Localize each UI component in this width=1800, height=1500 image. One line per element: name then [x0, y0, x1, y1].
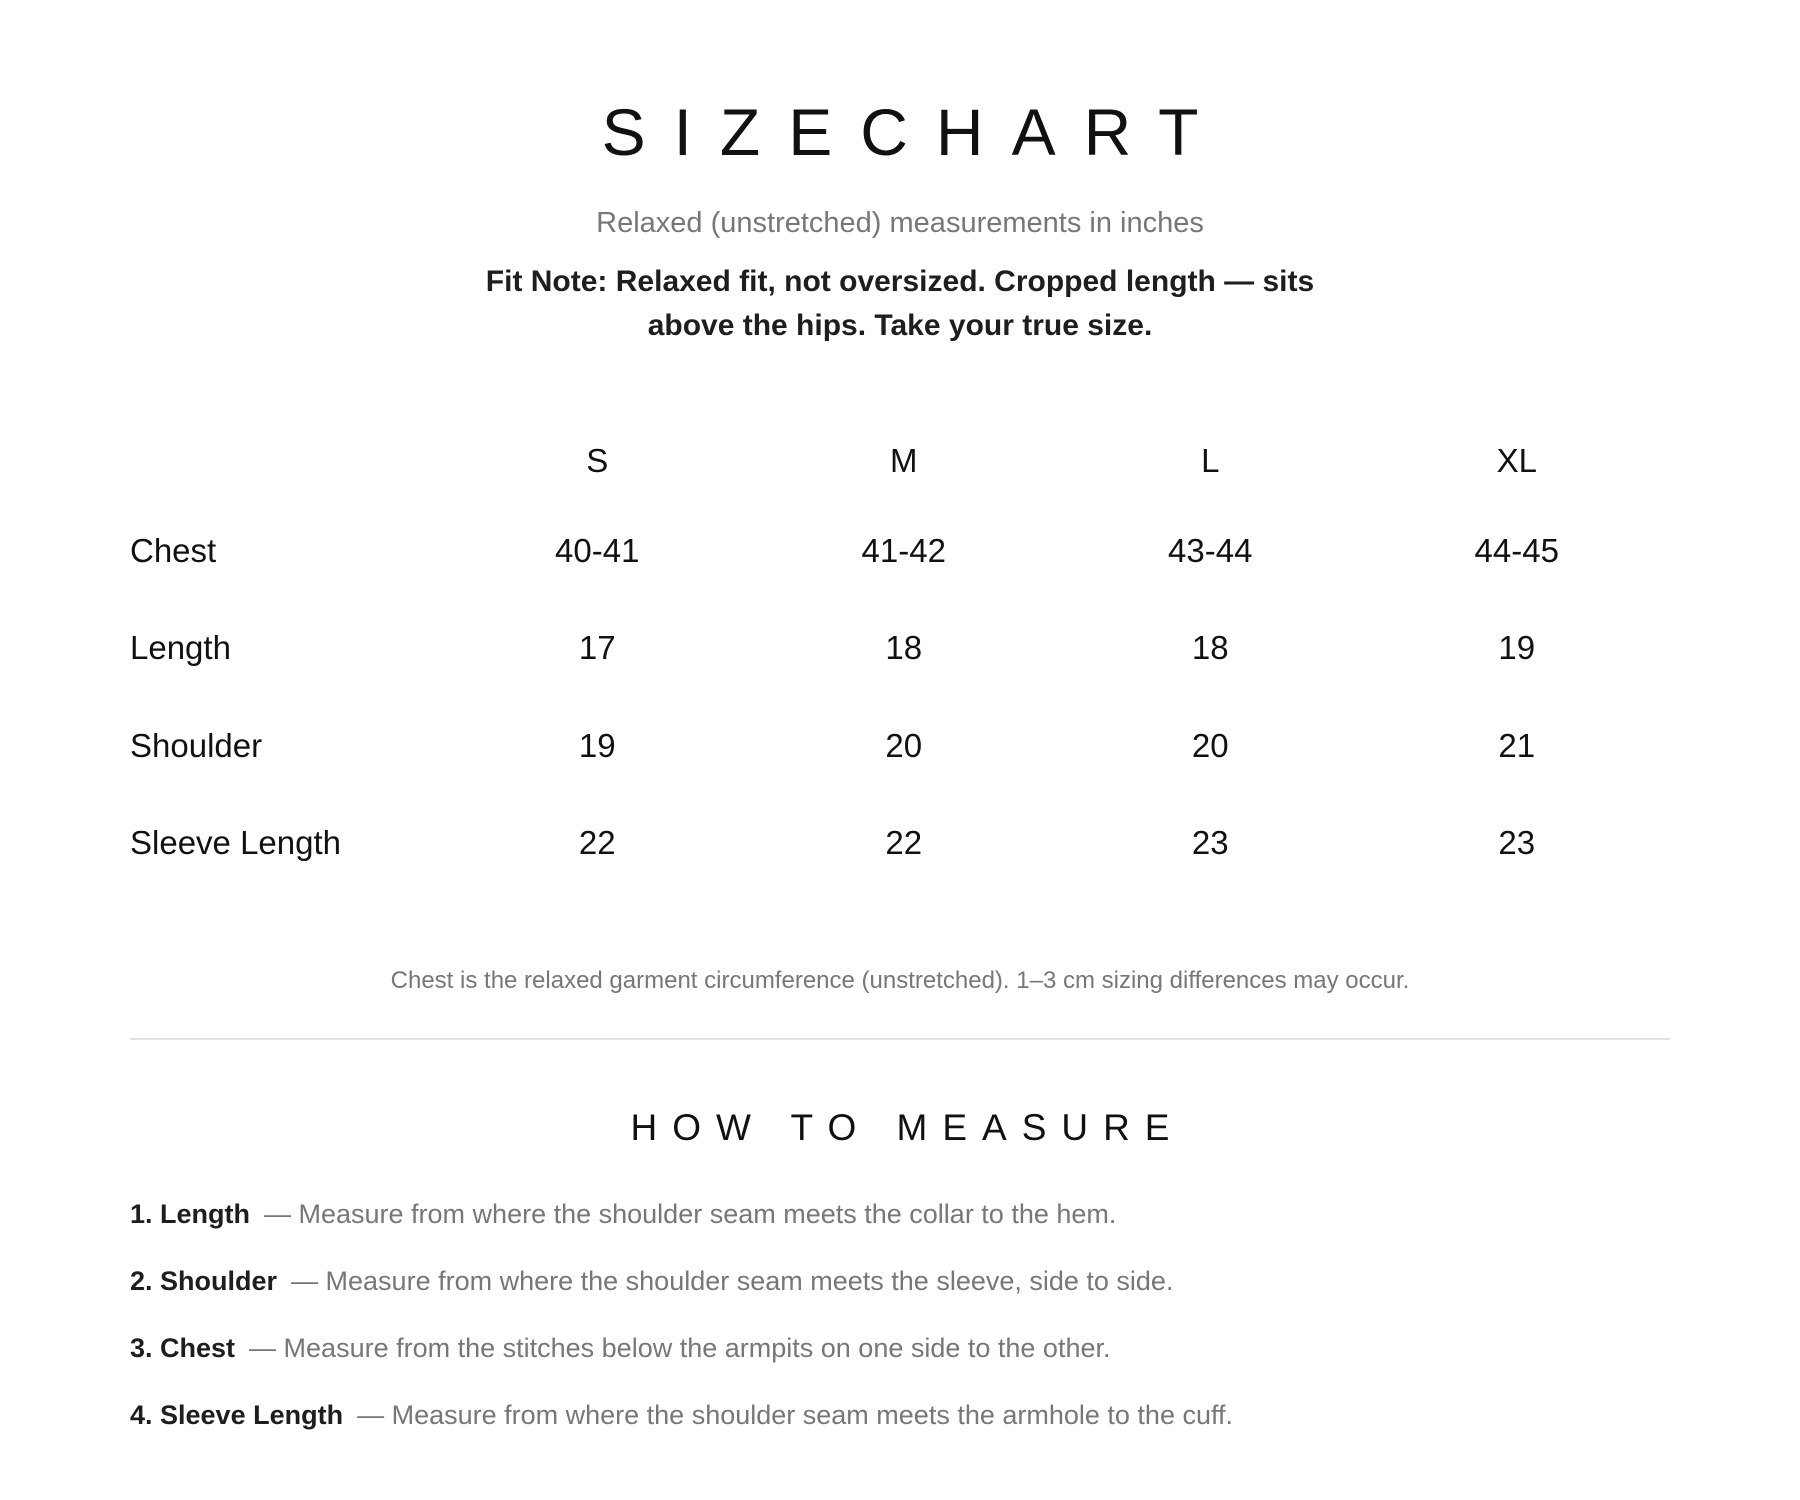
table-cell: 23 [1498, 824, 1536, 862]
table-cell: 40-41 [555, 531, 640, 569]
step-name: 1. Length [130, 1199, 250, 1229]
table-cell: 21 [1498, 726, 1536, 764]
step-description: — Measure from where the shoulder seam meets the armhole to the cuff. [357, 1400, 1233, 1430]
corner-cell [130, 420, 444, 502]
page-title: SIZECHART [601, 95, 1227, 169]
table-cell: 18 [885, 629, 923, 667]
list-item [130, 1330, 1670, 1397]
table-cell: 41-42 [861, 531, 946, 569]
step-description: — Measure from where the shoulder seam meets the sleeve, side to side. [291, 1266, 1174, 1296]
table-cell: 43-44 [1168, 531, 1253, 569]
table-cell: 23 [1191, 824, 1229, 862]
table-cell: 22 [578, 824, 616, 862]
table-row-length [130, 600, 1670, 698]
size-header-l: L [1201, 442, 1220, 479]
measure-steps-list [130, 1196, 1670, 1464]
size-header-row [130, 420, 1670, 502]
table-row-sleeve-length [130, 795, 1670, 893]
table-cell: 20 [1191, 726, 1229, 764]
row-label-chest: Chest [130, 531, 217, 569]
row-label-shoulder: Shoulder [130, 726, 263, 764]
page-subtitle: Relaxed (unstretched) measurements in inches [596, 207, 1204, 239]
row-label-length: Length [130, 629, 231, 667]
size-table [130, 420, 1670, 892]
list-item [130, 1397, 1670, 1464]
table-cell: 17 [578, 629, 616, 667]
step-description: — Measure from where the shoulder seam meets the collar to the hem. [264, 1199, 1117, 1229]
step-description: — Measure from the stitches below the armpits on one side to the other. [249, 1333, 1111, 1363]
table-row-chest [130, 502, 1670, 600]
list-item [130, 1263, 1670, 1330]
step-name: 2. Shoulder [130, 1266, 278, 1296]
size-header-m: M [890, 442, 918, 479]
step-name: 3. Chest [130, 1333, 236, 1363]
size-table-body [130, 502, 1670, 892]
table-cell: 44-45 [1474, 531, 1559, 569]
how-to-measure-title: HOW TO MEASURE [630, 1107, 1185, 1148]
footnote: Chest is the relaxed garment circumference (unstretched). 1–3 cm sizing differences may occur. [390, 967, 1410, 994]
fit-note: Fit Note: Relaxed fit, not oversized. Cropped length — sits above the hips. Take your true size. [485, 265, 1315, 342]
size-table-header [130, 420, 1670, 502]
section-divider [130, 1038, 1670, 1040]
table-cell: 22 [885, 824, 923, 862]
size-header-s: S [586, 442, 609, 479]
table-row-shoulder [130, 697, 1670, 795]
table-cell: 18 [1191, 629, 1229, 667]
table-cell: 19 [1498, 629, 1536, 667]
row-label-sleeve-length: Sleeve Length [130, 824, 342, 862]
table-cell: 19 [578, 726, 616, 764]
step-name: 4. Sleeve Length [130, 1400, 344, 1430]
list-item [130, 1196, 1670, 1263]
table-cell: 20 [885, 726, 923, 764]
size-header-xl: XL [1496, 442, 1537, 479]
